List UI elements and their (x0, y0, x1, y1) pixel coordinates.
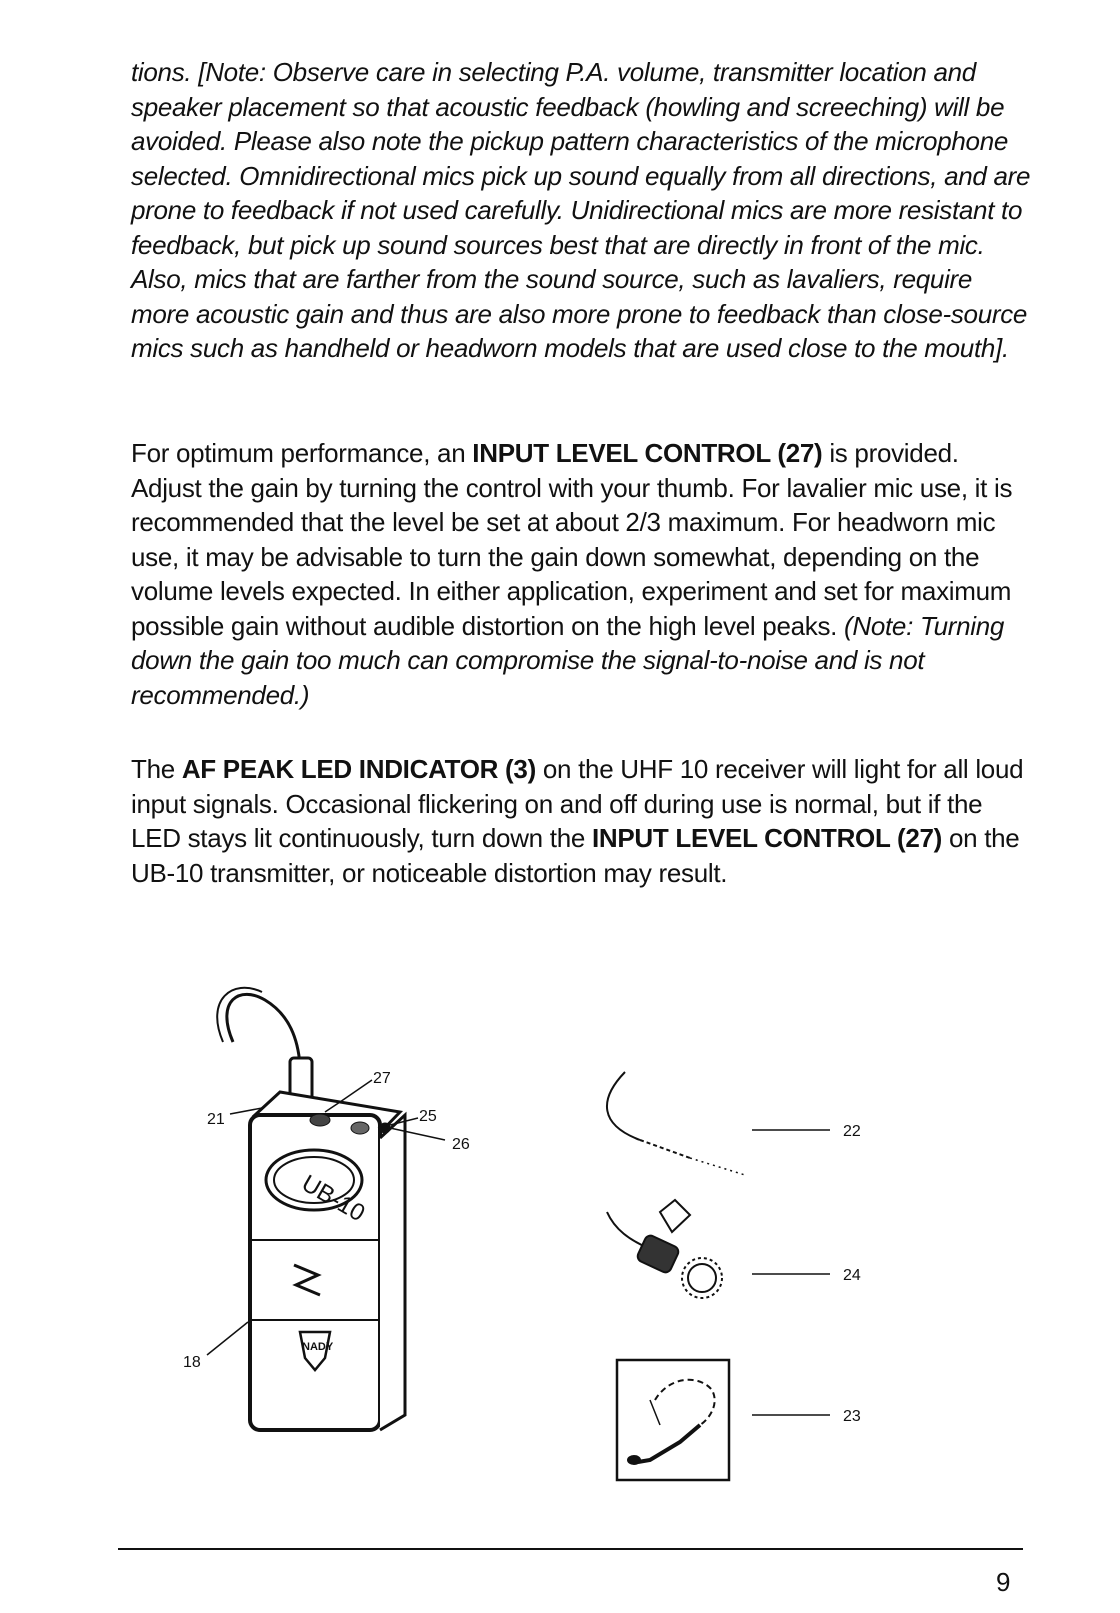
af-peak-paragraph (131, 752, 1031, 890)
bodypack-transmitter-illustration (217, 988, 405, 1430)
device-model-label: UB-10 (297, 1169, 370, 1228)
p2-note: (Note: Turning down the gain too much can compromise the signal-to-noise and is not recommended.) (131, 610, 1005, 710)
brand-logo-label: NADY (302, 1341, 334, 1353)
input-level-paragraph (131, 436, 1031, 712)
p2-text-b: is provided. Adjust the gain by turning the control with your thumb. For lavalier mic use, it is recommended that the level be set at about 2/3 maximum. For headworn mic use, it may be advisable to turn the gain down somewhat, depending on the volume levels expected. In either application, experiment and set for maximum possible gain without audible distortion on the high level peaks. (131, 438, 1013, 641)
lavalier-mic-illustration (607, 1200, 722, 1298)
callout-22: 22 (843, 1123, 861, 1140)
callout-24: 24 (843, 1267, 861, 1284)
callout-18: 18 (183, 1354, 201, 1371)
p3-text-c: on the UB-10 transmitter, or noticeable distortion may result. (131, 823, 1020, 888)
page-number: 9 (996, 1567, 1011, 1597)
input-level-control-term-2: INPUT LEVEL CONTROL (27) (591, 823, 943, 853)
cable-illustration (607, 1072, 745, 1175)
feedback-note-paragraph: tions. [Note: Observe care in selecting P.A. volume, transmitter location and speaker placement so that acoustic feedback (howling and screeching) will be avoided. Please also note the pickup pattern characteristics of the microphone selected. Omnidirectional mics pick up sound equally from all directions, and are prone to feedback if not used carefully. Unidirectional mics are more resistant to feedback, but pick up sound sources best that are directly in front of the mic. Also, mics that are farther from the sound source, such as lavaliers, require more acoustic gain and thus are also more prone to feedback than close-source mics such as handheld or headworn models that are used close to the mouth]. (131, 57, 1031, 363)
transmitter-figure (0, 970, 1120, 1510)
callout-27: 27 (373, 1070, 391, 1087)
footer-rule (118, 1548, 1023, 1550)
callout-23: 23 (843, 1408, 861, 1425)
callout-21: 21 (207, 1111, 225, 1128)
p3-text-b: on the UHF 10 receiver will light for all loud input signals. Occasional flickering on and off during use is normal, but if the LED stays lit continuously, turn down the (131, 754, 1024, 853)
callout-26: 26 (452, 1136, 470, 1153)
af-peak-led-term: AF PEAK LED INDICATOR (3) (181, 754, 536, 784)
p3-text-a: The (131, 754, 182, 784)
callout-25: 25 (419, 1108, 437, 1125)
p2-text-a: For optimum performance, an (131, 438, 473, 468)
headworn-mic-illustration (617, 1360, 729, 1480)
input-level-control-term: INPUT LEVEL CONTROL (27) (472, 438, 823, 468)
